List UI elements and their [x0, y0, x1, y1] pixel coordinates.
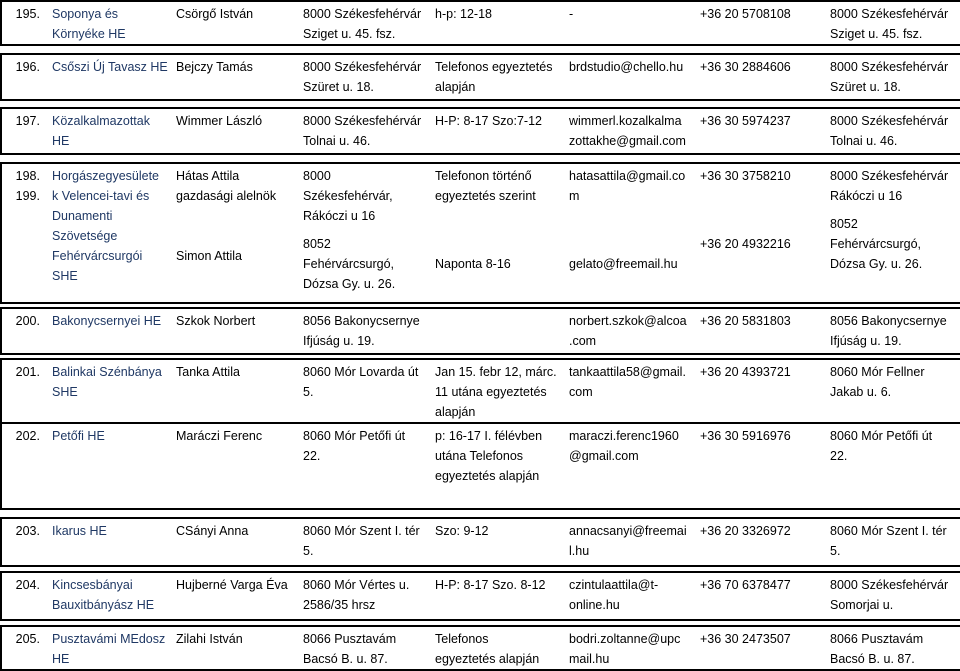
- cell-addr: [295, 163, 427, 303]
- table-row: [1, 572, 960, 620]
- cell-email: [561, 1, 692, 45]
- cell-addr2: [822, 626, 960, 670]
- cell-org: [44, 359, 168, 423]
- num-text: 202.: [15, 429, 40, 443]
- num-text: 198.: [15, 169, 40, 183]
- cell-hours: [427, 1, 561, 45]
- cell-name: [168, 1, 295, 45]
- addr2-text: 8000 Székesfehérvár Szüret u. 18.: [830, 60, 949, 94]
- phone-text: +36 30 5916976: [700, 429, 791, 443]
- addr2-text: 8060 Mór Fellner Jakab u. 6.: [830, 365, 925, 399]
- cell-hours: [427, 626, 561, 670]
- cell-num: [1, 626, 44, 670]
- cell-email: [561, 626, 692, 670]
- addr-text: 8060 Mór Lovarda út 5.: [303, 365, 419, 399]
- addr-text: 8052 Fehérvárcsurgó, Dózsa Gy. u. 26.: [303, 237, 396, 291]
- email-text: annacsanyi@freemai l.hu: [569, 524, 687, 558]
- cell-name: [168, 626, 295, 670]
- cell-name: [168, 163, 295, 303]
- cell-hours: [427, 308, 561, 354]
- phone-text: +36 20 5708108: [700, 7, 791, 21]
- phone-text: +36 20 4393721: [700, 365, 791, 379]
- phone-text: +36 20 5831803: [700, 314, 791, 328]
- cell-addr2: [822, 572, 960, 620]
- cell-phone: [692, 626, 822, 670]
- addr-text: 8000 Székesfehérvár Sziget u. 45. fsz.: [303, 7, 422, 41]
- cell-org: [44, 1, 168, 45]
- cell-name: [168, 359, 295, 423]
- phone-text: +36 20 4932216: [700, 237, 791, 251]
- addr2-text: 8000 Székesfehérvár Somorjai u.: [830, 578, 949, 612]
- cell-org: [44, 108, 168, 154]
- cell-addr2: [822, 518, 960, 566]
- table-row: [1, 108, 960, 154]
- cell-name: [168, 423, 295, 509]
- cell-phone: [692, 359, 822, 423]
- cell-name: [168, 518, 295, 566]
- cell-hours: [427, 423, 561, 509]
- cell-addr2: [822, 54, 960, 100]
- table-row: [1, 308, 960, 354]
- row-gap-cell: [1, 45, 960, 54]
- name-text: Wimmer László: [176, 114, 263, 128]
- email-text: tankaattila58@gmail. com: [569, 365, 686, 399]
- cell-addr: [295, 518, 427, 566]
- phone-text: +36 70 6378477: [700, 578, 791, 592]
- row-gap-cell: [1, 100, 960, 108]
- hours-text: Jan 15. febr 12, márc. 11 utána egyeztetés alapján: [435, 365, 557, 419]
- cell-phone: [692, 518, 822, 566]
- org-text: Soponya és Környéke HE: [52, 7, 126, 41]
- name-text: CSányi Anna: [176, 524, 249, 538]
- num-text: 205.: [15, 632, 40, 646]
- cell-phone: [692, 1, 822, 45]
- email-text: brdstudio@chello.hu: [569, 60, 684, 74]
- phone-text: +36 30 2473507: [700, 632, 791, 646]
- cell-addr: [295, 1, 427, 45]
- org-text: Pusztavámi MEdosz HE: [52, 632, 166, 666]
- org-text: Közalkalmazottak HE: [52, 114, 150, 148]
- phone-text: +36 30 2884606: [700, 60, 791, 74]
- cell-email: [561, 54, 692, 100]
- hours-text: p: 16-17 I. félévben utána Telefonos egyeztetés alapján: [435, 429, 543, 483]
- table-row: [1, 1, 960, 45]
- row-gap-cell: [1, 509, 960, 518]
- org-text: Ikarus HE: [52, 524, 107, 538]
- num-text: 204.: [15, 578, 40, 592]
- cell-num: [1, 518, 44, 566]
- row-gap: [1, 45, 960, 54]
- addr2-text: 8066 Pusztavám Bacsó B. u. 87.: [830, 632, 924, 666]
- name-text: Bejczy Tamás: [176, 60, 253, 74]
- cell-org: [44, 518, 168, 566]
- name-text: Hátas Attila gazdasági alelnök: [176, 169, 277, 203]
- cell-hours: [427, 518, 561, 566]
- name-text: Hujberné Varga Éva: [176, 578, 288, 592]
- cell-num: [1, 163, 44, 303]
- cell-addr: [295, 359, 427, 423]
- email-text: wimmerl.kozalkalma zottakhe@gmail.com: [569, 114, 686, 148]
- name-text: Tanka Attila: [176, 365, 240, 379]
- org-text: Fehérvárcsurgói SHE: [52, 249, 143, 283]
- cell-name: [168, 308, 295, 354]
- hours-text: h-p: 12-18: [435, 7, 492, 21]
- org-text: Kincsesbányai Bauxitbányász HE: [52, 578, 155, 612]
- cell-addr: [295, 308, 427, 354]
- email-text: hatasattila@gmail.co m: [569, 169, 686, 203]
- cell-num: [1, 423, 44, 509]
- cell-phone: [692, 54, 822, 100]
- cell-org: [44, 572, 168, 620]
- cell-num: [1, 359, 44, 423]
- cell-email: [561, 572, 692, 620]
- cell-org: [44, 54, 168, 100]
- addr-text: 8000 Székesfehérvár Tolnai u. 46.: [303, 114, 422, 148]
- hours-text: Telefonos egyeztetés alapján: [435, 632, 540, 666]
- cell-addr2: [822, 308, 960, 354]
- name-text: Szkok Norbert: [176, 314, 256, 328]
- cell-name: [168, 54, 295, 100]
- name-text: Csörgő István: [176, 7, 254, 21]
- cell-email: [561, 108, 692, 154]
- addr2-text: 8060 Mór Szent I. tér 5.: [830, 524, 947, 558]
- row-gap: [1, 100, 960, 108]
- phone-text: +36 20 3326972: [700, 524, 791, 538]
- table-row: [1, 359, 960, 423]
- email-text: maraczi.ferenc1960 @gmail.com: [569, 429, 679, 463]
- addr-text: 8060 Mór Vértes u. 2586/35 hrsz: [303, 578, 410, 612]
- cell-phone: [692, 308, 822, 354]
- addr2-text: 8052 Fehérvárcsurgó, Dózsa Gy. u. 26.: [830, 217, 923, 271]
- addr-text: 8000 Székesfehérvár, Rákóczi u 16: [303, 169, 393, 223]
- cell-phone: [692, 572, 822, 620]
- cell-addr: [295, 572, 427, 620]
- addr-text: 8066 Pusztavám Bacsó B. u. 87.: [303, 632, 397, 666]
- hours-text: Telefonon történő egyeztetés szerint: [435, 169, 536, 203]
- name-text: Maráczi Ferenc: [176, 429, 263, 443]
- cell-addr2: [822, 163, 960, 303]
- row-gap: [1, 154, 960, 163]
- addr-text: 8056 Bakonycsernye Ifjúság u. 19.: [303, 314, 420, 348]
- hours-text: Naponta 8-16: [435, 257, 511, 271]
- cell-org: [44, 163, 168, 303]
- addr2-text: 8000 Székesfehérvár Tolnai u. 46.: [830, 114, 949, 148]
- cell-org: [44, 423, 168, 509]
- cell-addr2: [822, 359, 960, 423]
- row-gap: [1, 509, 960, 518]
- cell-hours: [427, 54, 561, 100]
- cell-addr: [295, 54, 427, 100]
- hours-text: H-P: 8-17 Szo:7-12: [435, 114, 542, 128]
- addr2-text: 8000 Székesfehérvár Sziget u. 45. fsz.: [830, 7, 949, 41]
- cell-addr2: [822, 1, 960, 45]
- table-row: [1, 163, 960, 303]
- cell-hours: [427, 572, 561, 620]
- org-text: Petőfi HE: [52, 429, 105, 443]
- cell-addr2: [822, 423, 960, 509]
- num-text: 195.: [15, 7, 40, 21]
- name-text: Simon Attila: [176, 249, 243, 263]
- addr-text: 8060 Mór Szent I. tér 5.: [303, 524, 420, 558]
- num-text: 200.: [15, 314, 40, 328]
- org-text: Bakonycsernyei HE: [52, 314, 162, 328]
- num-text: 197.: [15, 114, 40, 128]
- num-text: 196.: [15, 60, 40, 74]
- cell-email: [561, 359, 692, 423]
- org-text: Horgászegyesülete k Velencei-tavi és Dunamenti Szövetsége: [52, 169, 160, 243]
- email-text: gelato@freemail.hu: [569, 257, 678, 271]
- addr2-text: 8056 Bakonycsernye Ifjúság u. 19.: [830, 314, 947, 348]
- table-body: [1, 1, 960, 670]
- cell-addr: [295, 108, 427, 154]
- phone-text: +36 30 5974237: [700, 114, 791, 128]
- cell-email: [561, 308, 692, 354]
- table-row: [1, 54, 960, 100]
- cell-num: [1, 1, 44, 45]
- cell-name: [168, 108, 295, 154]
- cell-email: [561, 518, 692, 566]
- cell-num: [1, 308, 44, 354]
- phone-text: +36 30 3758210: [700, 169, 791, 183]
- addr-text: 8000 Székesfehérvár Szüret u. 18.: [303, 60, 422, 94]
- hours-text: H-P: 8-17 Szo. 8-12: [435, 578, 546, 592]
- cell-email: [561, 423, 692, 509]
- cell-hours: [427, 163, 561, 303]
- cell-num: [1, 108, 44, 154]
- table-row: [1, 518, 960, 566]
- num-text: 199.: [15, 189, 40, 203]
- num-text: 203.: [15, 524, 40, 538]
- cell-phone: [692, 163, 822, 303]
- cell-name: [168, 572, 295, 620]
- table-row: [1, 626, 960, 670]
- email-text: bodri.zoltanne@upc mail.hu: [569, 632, 681, 666]
- email-text: czintulaattila@t- online.hu: [569, 578, 659, 612]
- cell-addr: [295, 626, 427, 670]
- num-text: 201.: [15, 365, 40, 379]
- cell-addr2: [822, 108, 960, 154]
- cell-phone: [692, 108, 822, 154]
- name-text: Zilahi István: [176, 632, 243, 646]
- cell-addr: [295, 423, 427, 509]
- cell-org: [44, 626, 168, 670]
- hours-text: Szo: 9-12: [435, 524, 489, 538]
- cell-num: [1, 54, 44, 100]
- email-text: norbert.szkok@alcoa .com: [569, 314, 687, 348]
- addr-text: 8060 Mór Petőfi út 22.: [303, 429, 406, 463]
- org-text: Csőszi Új Tavasz HE: [52, 60, 168, 74]
- addr2-text: 8060 Mór Petőfi út 22.: [830, 429, 933, 463]
- org-text: Balinkai Szénbánya SHE: [52, 365, 162, 399]
- addr2-text: 8000 Székesfehérvár Rákóczi u 16: [830, 169, 949, 203]
- cell-email: [561, 163, 692, 303]
- email-text: -: [569, 7, 574, 21]
- cell-num: [1, 572, 44, 620]
- row-gap-cell: [1, 154, 960, 163]
- table-row: [1, 423, 960, 509]
- hours-text: Telefonos egyeztetés alapján: [435, 60, 553, 94]
- cell-hours: [427, 359, 561, 423]
- cell-phone: [692, 423, 822, 509]
- cell-org: [44, 308, 168, 354]
- cell-hours: [427, 108, 561, 154]
